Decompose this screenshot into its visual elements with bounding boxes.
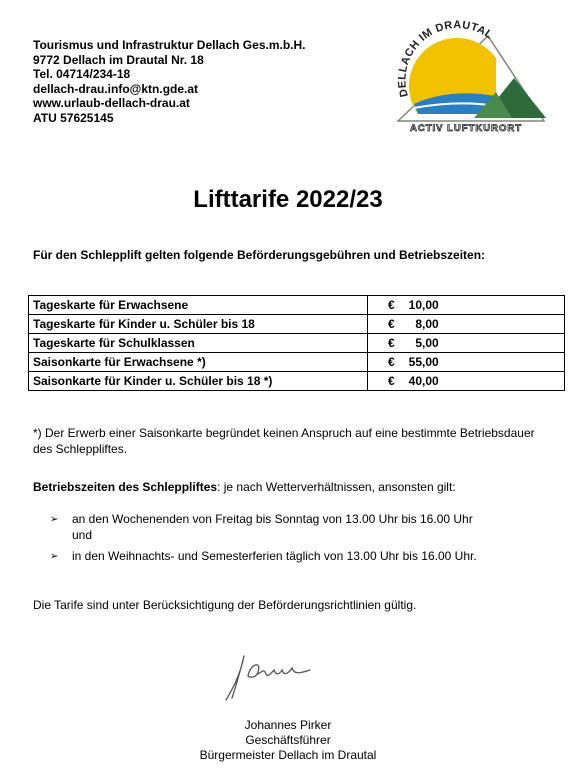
currency-symbol: € xyxy=(388,317,395,331)
company-vat-id: ATU 57625145 xyxy=(33,110,114,125)
table-row xyxy=(29,296,565,315)
tariff-price xyxy=(368,334,565,353)
page-title: Lifttarife 2022/23 xyxy=(193,186,383,213)
tariff-table xyxy=(28,295,565,391)
table-row xyxy=(29,315,565,334)
dellach-logo xyxy=(378,18,554,134)
table-row xyxy=(29,372,565,391)
signer-role: Geschäftsführer xyxy=(245,733,331,747)
signer-title: Bürgermeister Dellach im Drautal xyxy=(199,748,377,762)
tariff-price xyxy=(368,372,565,391)
company-website: www.urlaub-dellach-drau.at xyxy=(33,96,190,111)
company-header xyxy=(33,38,306,126)
table-row xyxy=(29,353,565,372)
tariff-price xyxy=(368,296,565,315)
price-value: 8,00 xyxy=(415,317,439,331)
list-item: ➢ in den Weihnachts- und Semesterferien täglich von 13.00 Uhr bis 16.00 Uhr. xyxy=(50,549,477,563)
tariff-name: Tageskarte für Schulklassen xyxy=(29,334,368,353)
price-value: 10,00 xyxy=(408,298,439,312)
currency-symbol: € xyxy=(388,355,395,369)
operating-hours-heading xyxy=(33,480,456,494)
season-card-note: *) Der Erwerb einer Saisonkarte begründet keinen Anspruch auf eine bestimmte Betriebsdauer des Schleppliftes. xyxy=(33,426,535,456)
list-item-connector: und xyxy=(72,527,93,542)
currency-symbol: € xyxy=(388,298,395,312)
price-value: 55,00 xyxy=(408,355,439,369)
company-email: dellach-drau.info@ktn.gde.at xyxy=(33,81,199,96)
table-row xyxy=(29,334,565,353)
company-name: Tourismus und Infrastruktur Dellach Ges.m.b.H. xyxy=(33,38,306,52)
signer-name: Johannes Pirker xyxy=(244,718,332,732)
price-value: 40,00 xyxy=(408,374,439,388)
operating-hours-list xyxy=(50,512,477,565)
tariff-price xyxy=(368,315,565,334)
arrow-bullet-icon: ➢ xyxy=(50,514,59,525)
company-address: 9772 Dellach im Drautal Nr. 18 xyxy=(33,52,204,67)
logo-arc-text: DELLACH IM DRAUTAL xyxy=(396,19,495,99)
validity-note: Die Tarife sind unter Berücksichtigung der Beförderungsrichtlinien gültig. xyxy=(33,598,417,612)
arrow-bullet-icon: ➢ xyxy=(50,551,59,562)
list-item: ➢ an den Wochenenden von Freitag bis Sonntag von 13.00 Uhr bis 16.00 Uhr xyxy=(50,512,473,526)
tariff-price xyxy=(368,353,565,372)
tariff-name: Tageskarte für Erwachsene xyxy=(29,296,368,315)
operating-hours-text: : je nach Wetterverhältnissen, ansonsten gilt: xyxy=(217,480,456,494)
tariff-name: Tageskarte für Kinder u. Schüler bis 18 xyxy=(29,315,368,334)
currency-symbol: € xyxy=(388,336,395,350)
tariff-name: Saisonkarte für Erwachsene *) xyxy=(29,353,368,372)
intro-text: Für den Schlepplift gelten folgende Beförderungsgebühren und Betriebszeiten: xyxy=(33,248,486,262)
company-phone: Tel. 04714/234-18 xyxy=(33,67,131,82)
tariff-name: Saisonkarte für Kinder u. Schüler bis 18 *) xyxy=(29,372,368,391)
currency-symbol: € xyxy=(388,374,395,388)
handwritten-signature xyxy=(210,646,330,706)
signer-block xyxy=(0,718,576,763)
price-value: 5,00 xyxy=(415,336,439,350)
logo-bottom-text: ACTIV LUFTKURORT xyxy=(409,123,523,134)
operating-hours-label: Betriebszeiten des Schleppliftes xyxy=(33,480,218,494)
